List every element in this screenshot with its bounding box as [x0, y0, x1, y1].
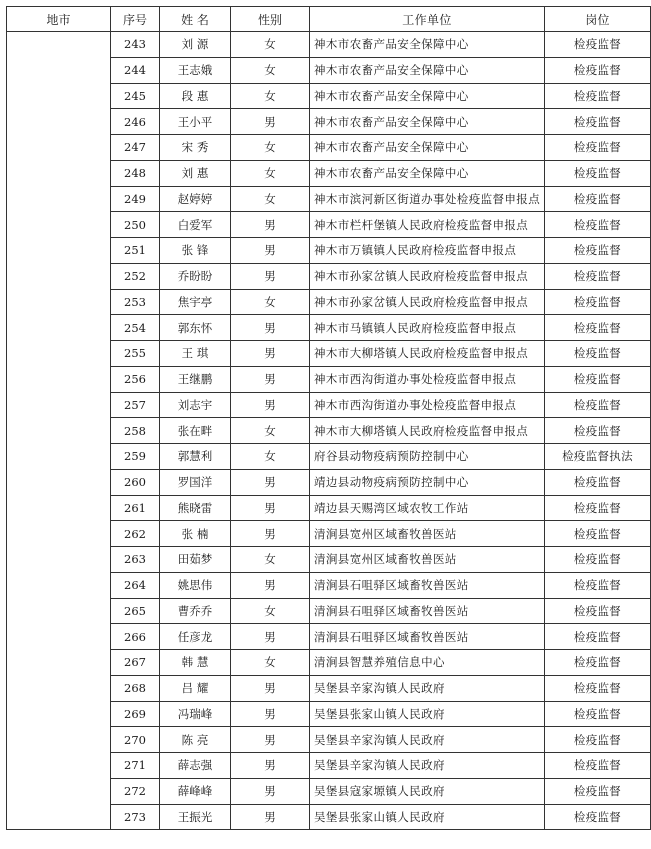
header-number: 序号 — [111, 7, 160, 32]
row-workplace: 神木市西沟街道办事处检疫监督申报点 — [310, 392, 545, 418]
row-gender: 女 — [231, 160, 310, 186]
row-name: 赵婷婷 — [160, 186, 231, 212]
row-gender: 女 — [231, 444, 310, 470]
row-position: 检疫监督 — [545, 32, 651, 58]
row-name: 刘志宇 — [160, 392, 231, 418]
header-position: 岗位 — [545, 7, 651, 32]
row-name: 任彦龙 — [160, 624, 231, 650]
row-gender: 女 — [231, 650, 310, 676]
row-position: 检疫监督 — [545, 289, 651, 315]
row-number: 254 — [111, 315, 160, 341]
row-gender: 男 — [231, 495, 310, 521]
row-gender: 女 — [231, 57, 310, 83]
row-gender: 男 — [231, 263, 310, 289]
row-position: 检疫监督 — [545, 753, 651, 779]
row-position: 检疫监督 — [545, 547, 651, 573]
header-row — [7, 7, 651, 32]
row-name: 王 琪 — [160, 341, 231, 367]
row-workplace: 吴堡县张家山镇人民政府 — [310, 804, 545, 830]
row-gender: 男 — [231, 624, 310, 650]
row-position: 检疫监督 — [545, 804, 651, 830]
row-workplace: 神木市大柳塔镇人民政府检疫监督申报点 — [310, 341, 545, 367]
header-city: 地市 — [7, 7, 111, 32]
row-position: 检疫监督 — [545, 263, 651, 289]
row-name: 刘 惠 — [160, 160, 231, 186]
row-workplace: 神木市农畜产品安全保障中心 — [310, 135, 545, 161]
row-position: 检疫监督 — [545, 392, 651, 418]
table-row — [7, 32, 651, 58]
row-workplace: 神木市滨河新区街道办事处检疫监督申报点 — [310, 186, 545, 212]
row-number: 262 — [111, 521, 160, 547]
row-number: 259 — [111, 444, 160, 470]
row-workplace: 清涧县石咀驿区域畜牧兽医站 — [310, 624, 545, 650]
row-number: 244 — [111, 57, 160, 83]
row-number: 253 — [111, 289, 160, 315]
row-position: 检疫监督 — [545, 572, 651, 598]
row-workplace: 神木市万镇镇人民政府检疫监督申报点 — [310, 238, 545, 264]
row-number: 272 — [111, 778, 160, 804]
row-name: 王振光 — [160, 804, 231, 830]
row-gender: 男 — [231, 753, 310, 779]
row-name: 白爱军 — [160, 212, 231, 238]
personnel-table — [6, 6, 651, 830]
row-name: 刘 源 — [160, 32, 231, 58]
row-name: 张在畔 — [160, 418, 231, 444]
row-number: 252 — [111, 263, 160, 289]
row-number: 265 — [111, 598, 160, 624]
row-gender: 男 — [231, 212, 310, 238]
row-gender: 女 — [231, 186, 310, 212]
row-name: 乔盼盼 — [160, 263, 231, 289]
row-number: 248 — [111, 160, 160, 186]
header-gender: 性别 — [231, 7, 310, 32]
row-gender: 男 — [231, 521, 310, 547]
row-number: 256 — [111, 366, 160, 392]
row-number: 250 — [111, 212, 160, 238]
row-gender: 男 — [231, 315, 310, 341]
row-position: 检疫监督 — [545, 366, 651, 392]
row-gender: 男 — [231, 341, 310, 367]
row-position: 检疫监督 — [545, 315, 651, 341]
row-position: 检疫监督 — [545, 624, 651, 650]
row-name: 曹乔乔 — [160, 598, 231, 624]
row-number: 243 — [111, 32, 160, 58]
row-workplace: 吴堡县辛家沟镇人民政府 — [310, 675, 545, 701]
row-number: 263 — [111, 547, 160, 573]
row-name: 王继鹏 — [160, 366, 231, 392]
row-position: 检疫监督 — [545, 521, 651, 547]
row-name: 宋 秀 — [160, 135, 231, 161]
row-position: 检疫监督 — [545, 701, 651, 727]
row-position: 检疫监督 — [545, 212, 651, 238]
row-gender: 男 — [231, 804, 310, 830]
row-number: 257 — [111, 392, 160, 418]
row-name: 田茹梦 — [160, 547, 231, 573]
row-gender: 男 — [231, 469, 310, 495]
row-number: 258 — [111, 418, 160, 444]
row-number: 246 — [111, 109, 160, 135]
row-gender: 男 — [231, 572, 310, 598]
row-workplace: 吴堡县辛家沟镇人民政府 — [310, 727, 545, 753]
row-number: 247 — [111, 135, 160, 161]
row-position: 检疫监督 — [545, 160, 651, 186]
row-name: 薛志强 — [160, 753, 231, 779]
row-workplace: 神木市农畜产品安全保障中心 — [310, 32, 545, 58]
row-gender: 男 — [231, 238, 310, 264]
row-workplace: 府谷县动物疫病预防控制中心 — [310, 444, 545, 470]
row-name: 张 楠 — [160, 521, 231, 547]
row-name: 张 锋 — [160, 238, 231, 264]
row-workplace: 神木市孙家岔镇人民政府检疫监督申报点 — [310, 289, 545, 315]
row-name: 吕 耀 — [160, 675, 231, 701]
city-cell — [7, 32, 111, 830]
row-position: 检疫监督执法 — [545, 444, 651, 470]
row-workplace: 神木市栏杆堡镇人民政府检疫监督申报点 — [310, 212, 545, 238]
row-workplace: 清涧县智慧养殖信息中心 — [310, 650, 545, 676]
row-position: 检疫监督 — [545, 57, 651, 83]
row-number: 255 — [111, 341, 160, 367]
row-workplace: 神木市西沟街道办事处检疫监督申报点 — [310, 366, 545, 392]
row-workplace: 清涧县石咀驿区域畜牧兽医站 — [310, 572, 545, 598]
row-gender: 女 — [231, 83, 310, 109]
row-workplace: 清涧县宽州区域畜牧兽医站 — [310, 521, 545, 547]
row-number: 245 — [111, 83, 160, 109]
row-gender: 男 — [231, 366, 310, 392]
row-workplace: 神木市农畜产品安全保障中心 — [310, 57, 545, 83]
row-number: 260 — [111, 469, 160, 495]
row-position: 检疫监督 — [545, 650, 651, 676]
row-name: 郭东怀 — [160, 315, 231, 341]
row-position: 检疫监督 — [545, 418, 651, 444]
row-number: 261 — [111, 495, 160, 521]
row-gender: 女 — [231, 289, 310, 315]
row-position: 检疫监督 — [545, 135, 651, 161]
row-number: 273 — [111, 804, 160, 830]
row-name: 焦宇亭 — [160, 289, 231, 315]
row-position: 检疫监督 — [545, 495, 651, 521]
row-position: 检疫监督 — [545, 778, 651, 804]
row-number: 267 — [111, 650, 160, 676]
row-workplace: 吴堡县辛家沟镇人民政府 — [310, 753, 545, 779]
row-position: 检疫监督 — [545, 598, 651, 624]
row-workplace: 清涧县宽州区域畜牧兽医站 — [310, 547, 545, 573]
row-position: 检疫监督 — [545, 238, 651, 264]
row-name: 姚思伟 — [160, 572, 231, 598]
row-position: 检疫监督 — [545, 469, 651, 495]
row-name: 郭慧利 — [160, 444, 231, 470]
row-number: 249 — [111, 186, 160, 212]
row-workplace: 神木市大柳塔镇人民政府检疫监督申报点 — [310, 418, 545, 444]
row-name: 王小平 — [160, 109, 231, 135]
row-gender: 女 — [231, 547, 310, 573]
row-gender: 女 — [231, 32, 310, 58]
row-position: 检疫监督 — [545, 109, 651, 135]
row-gender: 男 — [231, 392, 310, 418]
row-number: 270 — [111, 727, 160, 753]
table-body — [7, 32, 651, 830]
row-workplace: 靖边县天赐湾区域农牧工作站 — [310, 495, 545, 521]
row-workplace: 清涧县石咀驿区域畜牧兽医站 — [310, 598, 545, 624]
row-workplace: 靖边县动物疫病预防控制中心 — [310, 469, 545, 495]
row-position: 检疫监督 — [545, 727, 651, 753]
row-workplace: 神木市孙家岔镇人民政府检疫监督申报点 — [310, 263, 545, 289]
row-gender: 男 — [231, 675, 310, 701]
row-gender: 女 — [231, 135, 310, 161]
row-gender: 男 — [231, 109, 310, 135]
row-gender: 女 — [231, 418, 310, 444]
row-position: 检疫监督 — [545, 186, 651, 212]
row-number: 271 — [111, 753, 160, 779]
row-gender: 男 — [231, 778, 310, 804]
row-number: 269 — [111, 701, 160, 727]
row-name: 冯瑞峰 — [160, 701, 231, 727]
row-position: 检疫监督 — [545, 675, 651, 701]
row-name: 陈 亮 — [160, 727, 231, 753]
row-workplace: 吴堡县寇家塬镇人民政府 — [310, 778, 545, 804]
row-workplace: 神木市农畜产品安全保障中心 — [310, 160, 545, 186]
row-gender: 男 — [231, 701, 310, 727]
row-number: 264 — [111, 572, 160, 598]
row-workplace: 神木市农畜产品安全保障中心 — [310, 83, 545, 109]
row-position: 检疫监督 — [545, 83, 651, 109]
row-name: 罗国洋 — [160, 469, 231, 495]
row-position: 检疫监督 — [545, 341, 651, 367]
row-number: 268 — [111, 675, 160, 701]
row-gender: 女 — [231, 598, 310, 624]
row-workplace: 吴堡县张家山镇人民政府 — [310, 701, 545, 727]
header-name: 姓 名 — [160, 7, 231, 32]
row-gender: 男 — [231, 727, 310, 753]
row-number: 266 — [111, 624, 160, 650]
row-name: 韩 慧 — [160, 650, 231, 676]
row-name: 段 惠 — [160, 83, 231, 109]
row-workplace: 神木市农畜产品安全保障中心 — [310, 109, 545, 135]
row-name: 熊晓雷 — [160, 495, 231, 521]
row-name: 薛峰峰 — [160, 778, 231, 804]
header-workplace: 工作单位 — [310, 7, 545, 32]
row-workplace: 神木市马镇镇人民政府检疫监督申报点 — [310, 315, 545, 341]
row-number: 251 — [111, 238, 160, 264]
row-name: 王志娥 — [160, 57, 231, 83]
